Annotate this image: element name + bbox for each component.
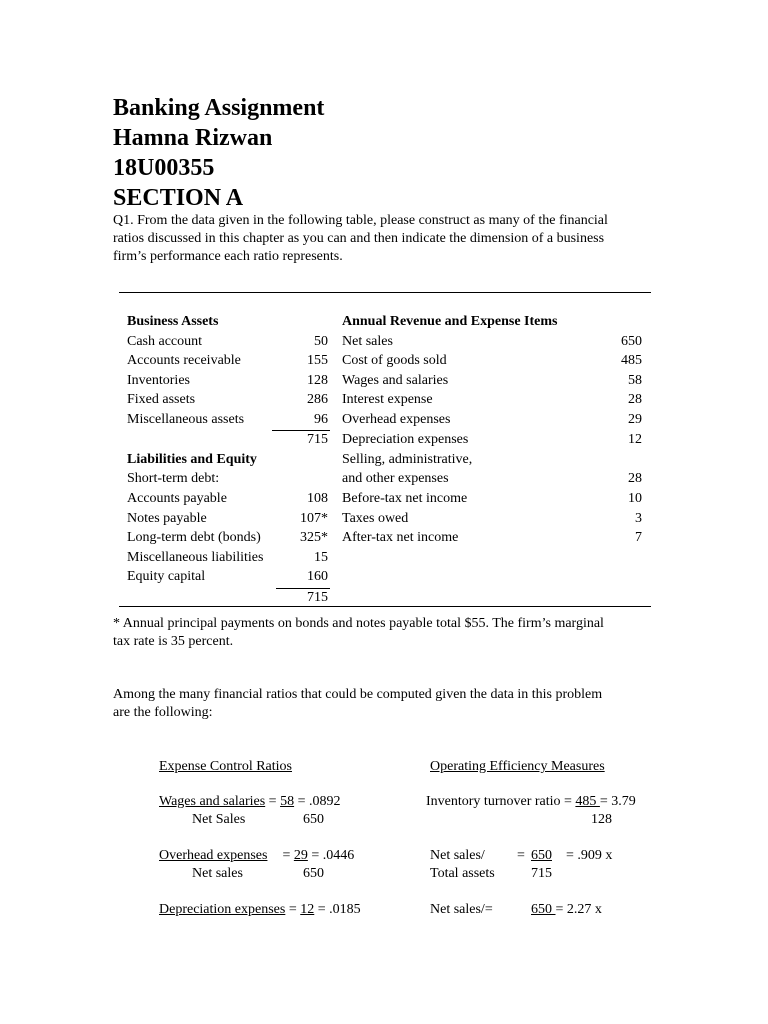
question-line: ratios discussed in this chapter as you can and then indicate the dimension of a business: [113, 231, 605, 246]
liability-value: 108: [307, 491, 328, 506]
student-name: Hamna Rizwan: [113, 125, 273, 151]
revenue-label: Wages and salaries: [342, 373, 449, 388]
overhead-ratio-numerator: 29: [293, 848, 308, 863]
revenue-label: Selling, administrative,: [342, 452, 473, 467]
assets-heading: Business Assets: [127, 314, 219, 329]
revenue-value: 485: [621, 353, 642, 368]
asset-value: 286: [307, 392, 328, 407]
revenue-heading: Annual Revenue and Expense Items: [342, 314, 558, 329]
sales-fixed-result: = 2.27 x: [555, 902, 602, 917]
sales-assets-result: = .909 x: [566, 848, 613, 863]
revenue-label: Depreciation expenses: [342, 432, 469, 447]
revenue-value: 28: [628, 471, 642, 486]
revenue-value: 12: [628, 432, 642, 447]
revenue-label: Taxes owed: [342, 511, 409, 526]
asset-value: 50: [314, 334, 328, 349]
liability-value: 160: [307, 569, 328, 584]
revenue-label: After-tax net income: [342, 530, 459, 545]
revenue-value: 7: [635, 530, 642, 545]
revenue-value: 29: [628, 412, 642, 427]
revenue-value: 650: [621, 334, 642, 349]
equals-sign: =: [517, 848, 525, 863]
table-top-rule: [119, 292, 651, 293]
asset-value: 128: [307, 373, 328, 388]
wages-ratio-denominator-label: Net Sales: [192, 812, 246, 827]
revenue-label: and other expenses: [342, 471, 449, 486]
liability-value: 325*: [300, 530, 328, 545]
overhead-ratio-denominator-label: Net sales: [192, 866, 243, 881]
liability-label: Notes payable: [127, 511, 207, 526]
revenue-label: Cost of goods sold: [342, 353, 447, 368]
revenue-value: 3: [635, 511, 642, 526]
question-line: firm’s performance each ratio represents.: [113, 249, 343, 264]
sales-fixed-numerator: 650: [531, 902, 556, 917]
liability-label: Long-term debt (bonds): [127, 530, 261, 545]
inventory-turnover-label: Inventory turnover ratio =: [426, 794, 576, 809]
asset-label: Inventories: [127, 373, 190, 388]
asset-label: Miscellaneous assets: [127, 412, 245, 427]
expense-control-heading: Expense Control Ratios: [159, 759, 292, 774]
liability-label: Miscellaneous liabilities: [127, 550, 264, 565]
asset-label: Cash account: [127, 334, 203, 349]
table-bottom-rule: [119, 606, 651, 607]
wages-ratio-result: = .0892: [294, 794, 341, 809]
operating-efficiency-heading: Operating Efficiency Measures: [430, 759, 605, 774]
section-heading: SECTION A: [113, 185, 244, 211]
overhead-ratio-denominator: 650: [303, 866, 324, 881]
revenue-label: Net sales: [342, 334, 393, 349]
asset-value: 96: [314, 412, 328, 427]
assets-total: 715: [307, 432, 328, 447]
wages-ratio-denominator: 650: [303, 812, 324, 827]
liability-label: Equity capital: [127, 569, 206, 584]
liabilities-total: 715: [307, 590, 328, 605]
asset-label: Fixed assets: [127, 392, 196, 407]
sales-assets-denominator: 715: [531, 866, 552, 881]
equals-sign: =: [265, 794, 281, 809]
footnote-line: tax rate is 35 percent.: [113, 634, 234, 649]
liability-label: Accounts payable: [127, 491, 227, 506]
depreciation-ratio: [159, 901, 361, 919]
liability-value: 107*: [300, 511, 328, 526]
inventory-turnover-result: = 3.79: [599, 794, 636, 809]
inventory-turnover-numerator: 485: [575, 794, 600, 809]
overhead-ratio: [159, 847, 354, 865]
document-title: Banking Assignment: [113, 95, 325, 121]
student-id: 18U00355: [113, 155, 215, 181]
overhead-ratio-label: Overhead expenses: [159, 848, 268, 863]
revenue-label: Overhead expenses: [342, 412, 451, 427]
inventory-turnover-ratio: [426, 793, 636, 811]
overhead-ratio-result: = .0446: [307, 848, 355, 863]
intro-line: Among the many financial ratios that could be computed given the data in this problem: [113, 687, 603, 702]
depreciation-ratio-result: = .0185: [314, 902, 361, 917]
equals-sign: =: [285, 902, 301, 917]
sales-assets-denominator-label: Total assets: [430, 866, 495, 881]
revenue-value: 58: [628, 373, 642, 388]
equals-sign: =: [282, 848, 294, 863]
asset-label: Accounts receivable: [127, 353, 241, 368]
depreciation-ratio-numerator: 12: [300, 902, 315, 917]
revenue-label: Before-tax net income: [342, 491, 468, 506]
wages-ratio-numerator: 58: [280, 794, 295, 809]
liability-value: 15: [314, 550, 328, 565]
footnote-line: * Annual principal payments on bonds and notes payable total $55. The firm’s marginal: [113, 616, 604, 631]
revenue-label: Interest expense: [342, 392, 433, 407]
wages-ratio: [159, 793, 340, 811]
sales-assets-numerator: 650: [531, 848, 552, 863]
short-term-debt-label: Short-term debt:: [127, 471, 220, 486]
sales-assets-label: Net sales/: [430, 848, 485, 863]
revenue-value: 28: [628, 392, 642, 407]
asset-value: 155: [307, 353, 328, 368]
wages-ratio-label: Wages and salaries: [159, 794, 266, 809]
question-line: Q1. From the data given in the following table, please construct as many of the financial: [113, 213, 608, 228]
revenue-value: 10: [628, 491, 642, 506]
sales-fixed-ratio: [531, 901, 602, 919]
intro-line: are the following:: [113, 705, 213, 720]
depreciation-ratio-label: Depreciation expenses: [159, 902, 286, 917]
liabilities-heading: Liabilities and Equity: [127, 452, 257, 467]
inventory-turnover-denominator: 128: [591, 812, 612, 827]
sales-fixed-label: Net sales/=: [430, 902, 493, 917]
